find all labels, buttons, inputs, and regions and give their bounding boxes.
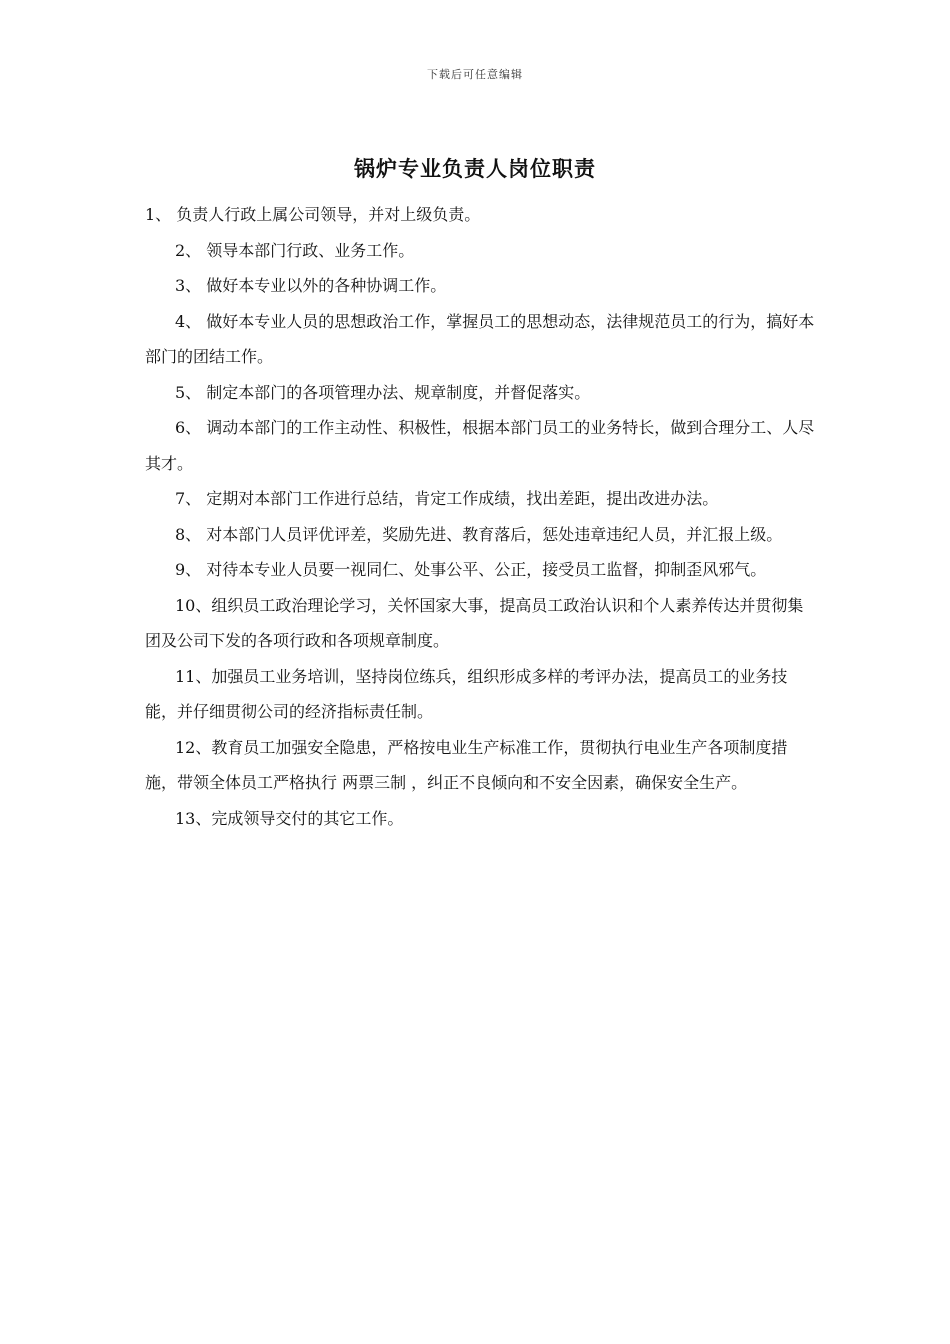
list-item: 6、 调动本部门的工作主动性、积极性，根据本部门员工的业务特长，做到合理分工、人尽其才。	[145, 418, 815, 473]
header-note: 下载后可任意编辑	[427, 68, 523, 81]
document-body	[145, 197, 817, 836]
list-item: 3、 做好本专业以外的各种协调工作。	[175, 276, 447, 295]
list-item: 1、 负责人行政上属公司领导，并对上级负责。	[145, 205, 481, 224]
list-item: 13、完成领导交付的其它工作。	[175, 808, 404, 828]
document-title: 锅炉专业负责人岗位职责	[354, 156, 596, 181]
list-item: 12、教育员工加强安全隐患，严格按电业生产标准工作，贯彻执行电业生产各项制度措施，带领全体员工严格执行 两票三制 ，纠正不良倾向和不安全因素，确保安全生产。	[145, 737, 788, 792]
list-item: 10、组织员工政治理论学习，关怀国家大事，提高员工政治认识和个人素养传达并贯彻集团及公司下发的各项行政和各项规章制度。	[145, 595, 804, 650]
list-item: 9、 对待本专业人员要一视同仁、处事公平、公正，接受员工监督，抑制歪风邪气。	[175, 560, 767, 579]
list-item: 11、加强员工业务培训，坚持岗位练兵，组织形成多样的考评办法，提高员工的业务技能，并仔细贯彻公司的经济指标责任制。	[145, 666, 788, 721]
list-item: 5、 制定本部门的各项管理办法、规章制度，并督促落实。	[175, 382, 591, 402]
list-item: 2、 领导本部门行政、业务工作。	[175, 240, 415, 260]
list-item: 8、 对本部门人员评优评差，奖励先进、教育落后，惩处违章违纪人员，并汇报上级。	[175, 524, 783, 544]
list-item: 7、 定期对本部门工作进行总结，肯定工作成绩，找出差距，提出改进办法。	[175, 489, 719, 508]
list-item: 4、 做好本专业人员的思想政治工作，掌握员工的思想动态，法律规范员工的行为，搞好本部门的团结工作。	[145, 311, 815, 366]
